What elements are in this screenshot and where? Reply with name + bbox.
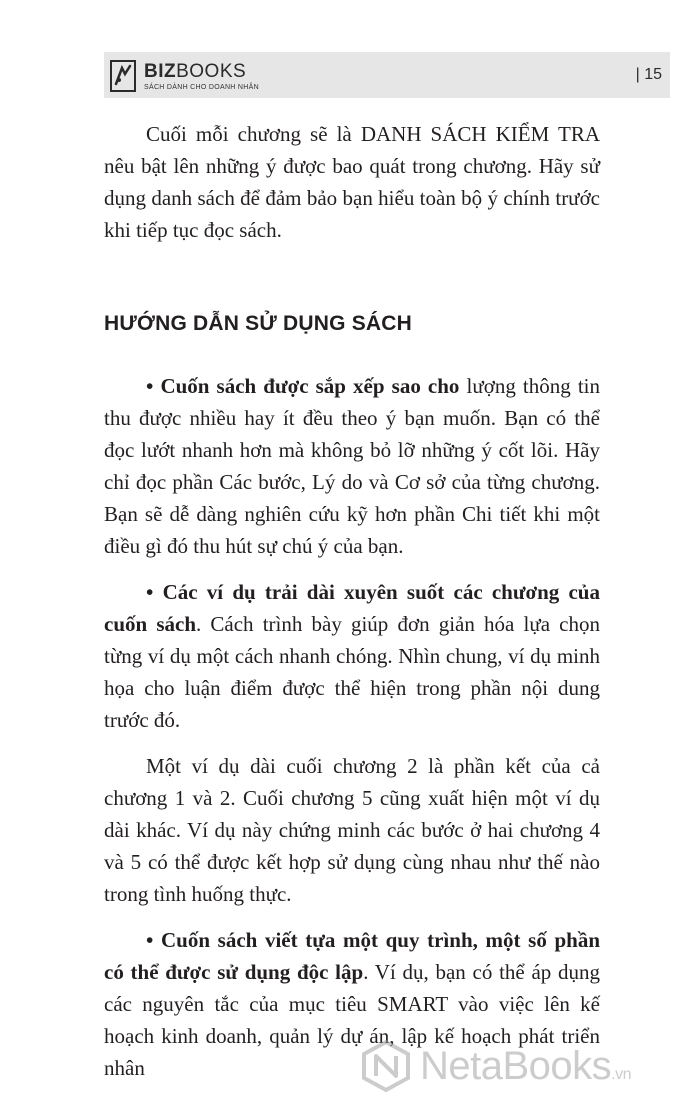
bullet-1-bold: • Cuốn sách được sắp xếp sao cho xyxy=(146,374,460,398)
paragraph-checklist: Cuối mỗi chương sẽ là DANH SÁCH KIỂM TRA nêu bật lên những ý được bao quát trong chương. Hãy sử dụng danh sách để đảm bảo bạn hiểu toàn bộ ý chính trước khi tiếp tục đọc sách. xyxy=(104,122,600,242)
watermark-suffix: .vn xyxy=(611,1065,632,1083)
netabooks-logo-icon xyxy=(360,1040,412,1092)
watermark-brand: NetaBooks xyxy=(420,1043,612,1088)
netabooks-watermark xyxy=(360,1040,631,1092)
logo-brand-light: BOOKS xyxy=(176,60,247,82)
bullet-3-text: . Ví dụ, bạn có thể áp dụng các nguyên tắc của mục tiêu SMART vào việc lên kế hoạch kinh doanh, quản lý dự án, lập kế hoạch phát triển nhân xyxy=(104,960,600,1080)
section-heading: HƯỚNG DẪN SỬ DỤNG SÁCH xyxy=(104,312,412,335)
bullet-1-text: lượng thông tin thu được nhiều hay ít đều theo ý bạn muốn. Bạn có thể đọc lướt nhanh hơn mà không bỏ lỡ những ý cốt lõi. Hãy chỉ đọc phần Các bước, Lý do và Cơ sở của từng chương. Bạn sẽ dễ dàng nghiên cứu kỹ hơn phần Chi tiết khi một điều gì đó thu hút sự chú ý của bạn. xyxy=(104,374,600,558)
bullet-2-bold: • Các ví dụ trải dài xuyên suốt các chương của cuốn sách xyxy=(104,580,600,636)
logo-brand xyxy=(144,62,259,81)
page-content xyxy=(104,118,600,1084)
bizbooks-logo xyxy=(110,58,259,94)
logo-brand-bold: BIZ xyxy=(144,60,177,82)
bullet-2-text: . Cách trình bày giúp đơn giản hóa lựa chọn từng ví dụ một cách nhanh chóng. Nhìn chung, ví dụ minh họa cho luận điểm được thể hiện trong phần nội dung trước đó. xyxy=(104,612,600,732)
bizbooks-logo-icon xyxy=(110,60,136,92)
bullet-paragraph-2 xyxy=(104,576,600,736)
paragraph-example: Một ví dụ dài cuối chương 2 là phần kết của cả chương 1 và 2. Cuối chương 5 cũng xuất hiện một ví dụ dài khác. Ví dụ này chứng minh các bước ở hai chương 4 và 5 có thể được kết hợp sử dụng cùng nhau như thế nào trong tình huống thực. xyxy=(104,754,600,906)
bullet-paragraph-1 xyxy=(104,370,600,562)
bullet-3-bold: • Cuốn sách viết tựa một quy trình, một số phần có thể được sử dụng độc lập xyxy=(104,928,600,984)
logo-tagline: SÁCH DÀNH CHO DOANH NHÂN xyxy=(144,83,259,91)
watermark-text xyxy=(420,1044,631,1089)
page-number: | 15 xyxy=(635,66,662,83)
